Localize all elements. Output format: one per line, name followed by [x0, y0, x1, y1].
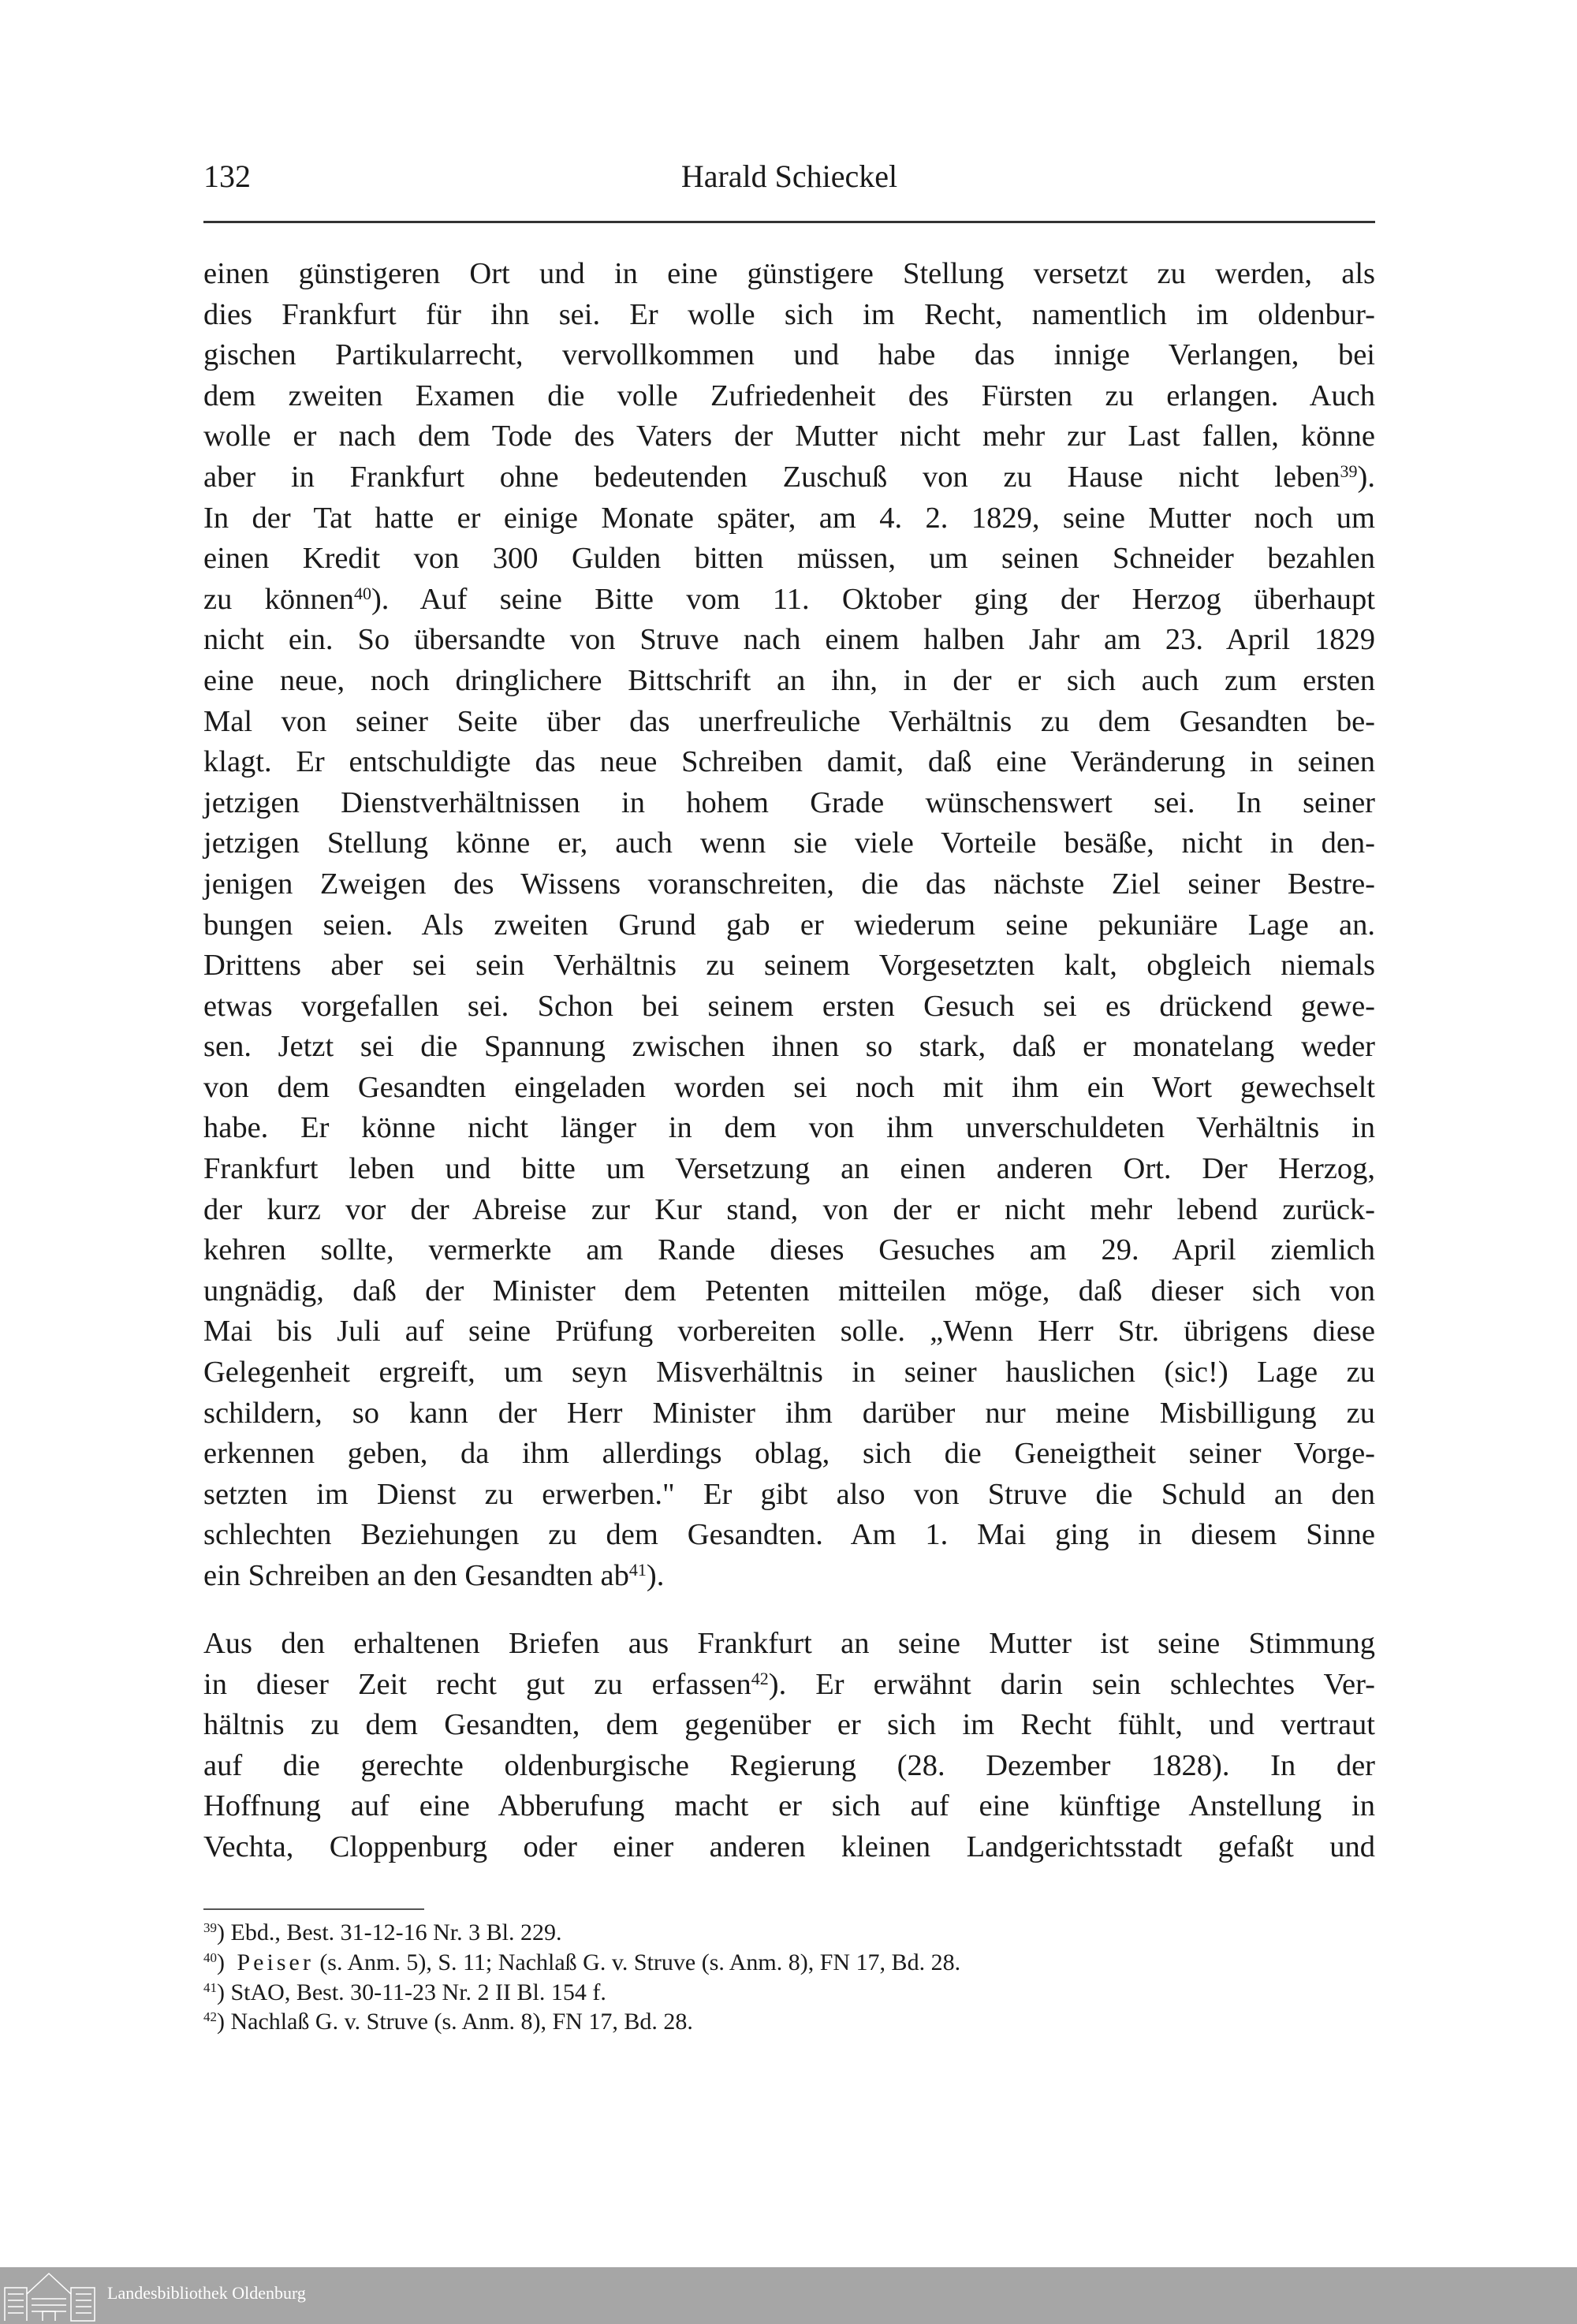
header-rule	[203, 221, 1375, 223]
line-text: von dem Gesandten eingeladen worden sei noch mit ihm ein Wort gewechselt	[203, 1070, 1375, 1104]
text-line	[203, 1311, 1375, 1352]
line-text: erkennen geben, da ihm allerdings oblag, sich die Geneigtheit seiner Vorge-	[203, 1437, 1375, 1471]
line-text: jenigen Zweigen des Wissens voranschreiten, die das nächste Ziel seiner Bestre-	[203, 867, 1375, 901]
library-building-icon	[3, 2270, 96, 2322]
running-title: Harald Schieckel	[680, 159, 898, 194]
line-text-after: ). Auf seine Bitte vom 11. Oktober ging der Herzog überhaupt	[371, 582, 1375, 616]
text-line	[203, 580, 1375, 621]
text-line	[203, 946, 1375, 987]
footnote-author: ) Peiser	[217, 1949, 314, 1975]
text-line	[203, 1108, 1375, 1149]
text-line	[203, 1027, 1375, 1068]
line-text: hältnis zu dem Gesandten, dem gegenüber er sich im Recht fühlt, und vertraut	[203, 1708, 1375, 1742]
line-text: dies Frankfurt für ihn sei. Er wolle sich im Recht, namentlich im oldenbur-	[203, 297, 1375, 331]
footnote-text: ) Nachlaß G. v. Struve (s. Anm. 8), FN 17, Bd. 28.	[217, 2009, 693, 2035]
footnote-text: (s. Anm. 5), S. 11; Nachlaß G. v. Struve (s. Anm. 8), FN 17, Bd. 28.	[313, 1949, 961, 1975]
text-line	[203, 1746, 1375, 1787]
footnote-number: 41	[203, 1979, 217, 1995]
footnote-text: ) StAO, Best. 30-11-23 Nr. 2 II Bl. 154 f.	[217, 1979, 606, 2005]
text-line	[203, 1556, 1375, 1597]
text-line	[203, 539, 1375, 580]
footnote	[203, 1948, 960, 1978]
line-text: Vechta, Cloppenburg oder einer anderen kleinen Landgerichtsstadt gefaßt und	[203, 1830, 1375, 1863]
line-text: bungen seien. Als zweiten Grund gab er wiederum seine pekuniäre Lage an.	[203, 908, 1375, 942]
text-line	[203, 1827, 1375, 1868]
line-text: einen Kredit von 300 Gulden bitten müssen, um seinen Schneider bezahlen	[203, 542, 1375, 576]
line-text-after: ).	[646, 1559, 665, 1592]
library-footer-bar	[0, 2267, 1577, 2324]
text-line	[203, 1665, 1375, 1706]
footnote	[203, 1978, 960, 2008]
text-line	[203, 498, 1375, 539]
line-text: der kurz vor der Abreise zur Kur stand, von der er nicht mehr lebend zurück-	[203, 1192, 1375, 1226]
line-text: Frankfurt leben und bitte um Versetzung an einen anderen Ort. Der Herzog,	[203, 1152, 1375, 1186]
line-text: kehren sollte, vermerkte am Rande dieses Gesuches am 29. April ziemlich	[203, 1233, 1375, 1267]
footnote-ref: 42	[751, 1668, 769, 1688]
footnote-ref: 39	[1340, 461, 1358, 481]
text-line	[203, 823, 1375, 864]
line-text: auf die gerechte oldenburgische Regierung (28. Dezember 1828). In der	[203, 1748, 1375, 1782]
text-line	[203, 1271, 1375, 1312]
footnote-number: 39	[203, 1920, 217, 1935]
text-line	[203, 783, 1375, 824]
line-text: schlechten Beziehungen zu dem Gesandten. Am 1. Mai ging in diesem Sinne	[203, 1518, 1375, 1552]
line-text: Mai bis Juli auf seine Prüfung vorbereiten solle. „Wenn Herr Str. übrigens diese	[203, 1315, 1375, 1349]
text-line	[203, 1149, 1375, 1190]
paragraph-1	[203, 254, 1375, 1597]
line-text: in dieser Zeit recht gut zu erfassen	[203, 1667, 751, 1701]
text-line	[203, 661, 1375, 702]
page-number: 132	[203, 159, 251, 194]
text-line	[203, 1624, 1375, 1665]
footnote-ref: 41	[628, 1560, 647, 1580]
footnote-ref: 40	[353, 583, 371, 603]
text-line	[203, 295, 1375, 336]
footnote-text: ) Ebd., Best. 31-12-16 Nr. 3 Bl. 229.	[217, 1919, 562, 1945]
library-name: Landesbibliothek Oldenburg	[107, 2283, 306, 2303]
text-line	[203, 1515, 1375, 1556]
text-line	[203, 1190, 1375, 1231]
text-line	[203, 416, 1375, 457]
line-text: jetzigen Stellung könne er, auch wenn sie viele Vorteile besäße, nicht in den-	[203, 826, 1375, 860]
text-line	[203, 702, 1375, 743]
line-text: Drittens aber sei sein Verhältnis zu seinem Vorgesetzten kalt, obgleich niemals	[203, 949, 1375, 983]
line-text: gischen Partikularrecht, vervollkommen und habe das innige Verlangen, bei	[203, 338, 1375, 372]
line-text: habe. Er könne nicht länger in dem von ihm unverschuldeten Verhältnis in	[203, 1111, 1375, 1145]
paragraph-2	[203, 1624, 1375, 1868]
line-text: eine neue, noch dringlichere Bittschrift an ihn, in der er sich auch zum ersten	[203, 663, 1375, 697]
footnotes	[203, 1918, 960, 2037]
line-text: Mal von seiner Seite über das unerfreuliche Verhältnis zu dem Gesandten be-	[203, 704, 1375, 738]
text-line	[203, 864, 1375, 905]
line-text: schildern, so kann der Herr Minister ihm darüber nur meine Misbilligung zu	[203, 1396, 1375, 1430]
text-line	[203, 1230, 1375, 1271]
footnote-separator	[203, 1908, 424, 1910]
line-text: Aus den erhaltenen Briefen aus Frankfurt an seine Mutter ist seine Stimmung	[203, 1627, 1375, 1660]
text-line	[203, 742, 1375, 783]
footnote-number: 42	[203, 2009, 217, 2025]
text-line	[203, 1705, 1375, 1746]
page-header	[203, 158, 1375, 197]
line-text: dem zweiten Examen die volle Zufriedenheit des Fürsten zu erlangen. Auch	[203, 379, 1375, 412]
line-text-after: ).	[1357, 460, 1375, 494]
line-text: etwas vorgefallen sei. Schon bei seinem ersten Gesuch sei es drückend gewe-	[203, 989, 1375, 1023]
footnote-number: 40	[203, 1949, 217, 1965]
line-text: sen. Jetzt sei die Spannung zwischen ihnen so stark, daß er monatelang weder	[203, 1030, 1375, 1064]
text-line	[203, 376, 1375, 417]
footnote	[203, 2007, 960, 2037]
text-line	[203, 620, 1375, 661]
text-line	[203, 335, 1375, 376]
line-text: ein Schreiben an den Gesandten ab	[203, 1559, 629, 1592]
text-line	[203, 457, 1375, 498]
line-text: klagt. Er entschuldigte das neue Schreiben damit, daß eine Veränderung in seinen	[203, 745, 1375, 779]
text-line	[203, 254, 1375, 295]
line-text: nicht ein. So übersandte von Struve nach einem halben Jahr am 23. April 1829	[203, 623, 1375, 657]
text-line	[203, 1434, 1375, 1475]
text-line	[203, 1475, 1375, 1516]
footnote	[203, 1918, 960, 1948]
text-line	[203, 1352, 1375, 1393]
line-text-after: ). Er erwähnt darin sein schlechtes Ver-	[768, 1667, 1375, 1701]
line-text: wolle er nach dem Tode des Vaters der Mutter nicht mehr zur Last fallen, könne	[203, 420, 1375, 453]
line-text: aber in Frankfurt ohne bedeutenden Zuschuß von zu Hause nicht leben	[203, 460, 1340, 494]
text-line	[203, 1393, 1375, 1434]
line-text: zu können	[203, 582, 354, 616]
line-text: Hoffnung auf eine Abberufung macht er sich auf eine künftige Anstellung in	[203, 1789, 1375, 1823]
text-line	[203, 1068, 1375, 1109]
text-line	[203, 1786, 1375, 1827]
line-text: Gelegenheit ergreift, um seyn Misverhältnis in seiner hauslichen (sic!) Lage zu	[203, 1356, 1375, 1390]
line-text: setzten im Dienst zu erwerben." Er gibt also von Struve die Schuld an den	[203, 1477, 1375, 1511]
text-line	[203, 905, 1375, 946]
text-line	[203, 987, 1375, 1028]
line-text: jetzigen Dienstverhältnissen in hohem Grade wünschenswert sei. In seiner	[203, 785, 1375, 819]
line-text: ungnädig, daß der Minister dem Petenten mitteilen möge, daß dieser sich von	[203, 1274, 1375, 1307]
line-text: einen günstigeren Ort und in eine günstigere Stellung versetzt zu werden, als	[203, 257, 1375, 290]
line-text: In der Tat hatte er einige Monate später, am 4. 2. 1829, seine Mutter noch um	[203, 501, 1375, 535]
